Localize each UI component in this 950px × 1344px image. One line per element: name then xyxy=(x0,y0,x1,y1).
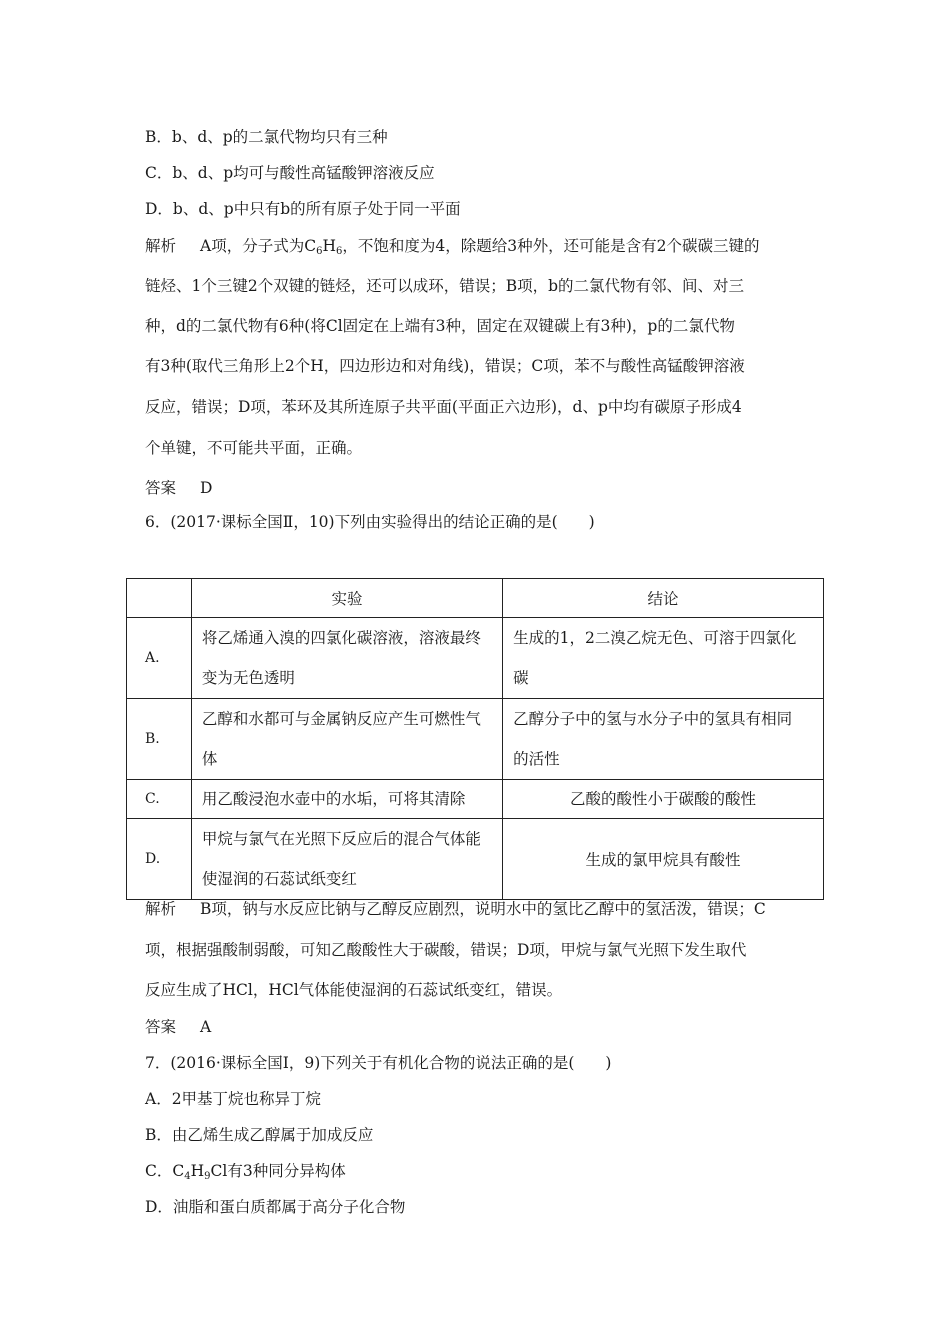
analysis-label: 解析 xyxy=(145,237,177,255)
analysis-1-line-3: 种，d的二氯代物有6种(将Cl固定在上端有3种，固定在双键碳上有3种)，p的二氯代物 xyxy=(145,317,735,335)
answer-1 xyxy=(145,478,212,498)
analysis-1-line-4: 有3种(取代三角形上2个H，四边形边和对角线)，错误；C项，苯不与酸性高锰酸钾溶液 xyxy=(145,357,745,375)
row-label: C. xyxy=(127,780,192,819)
q7-option-a: A．2甲基丁烷也称异丁烷 xyxy=(145,1090,322,1108)
subscript: 4 xyxy=(184,1171,191,1182)
option-text: C．C xyxy=(145,1162,185,1180)
cell-line: 使湿润的石蕊试纸变红 xyxy=(201,870,357,888)
question-7-stem: 7．(2016·课标全国Ⅰ，9)下列关于有机化合物的说法正确的是( ) xyxy=(145,1054,612,1072)
row-experiment xyxy=(191,699,502,780)
option-text: H xyxy=(190,1162,205,1180)
row-conclusion xyxy=(503,780,824,819)
cell-line: 将乙烯通入溴的四氯化碳溶液，溶液最终 xyxy=(201,629,481,647)
cell-line: 生成的氯甲烷具有酸性 xyxy=(585,851,741,869)
q7-option-b: B．由乙烯生成乙醇属于加成反应 xyxy=(145,1126,374,1144)
analysis-2-line-2: 项，根据强酸制弱酸，可知乙酸酸性大于碳酸，错误；D项，甲烷与氯气光照下发生取代 xyxy=(145,941,747,959)
subscript: 6 xyxy=(335,246,343,257)
option-c: C．b、d、p均可与酸性高锰酸钾溶液反应 xyxy=(145,164,435,182)
experiment-table xyxy=(126,578,824,900)
q7-option-c xyxy=(145,1161,346,1187)
answer-label: 答案 xyxy=(145,479,177,497)
row-label: A. xyxy=(127,618,192,699)
cell-line: 生成的1，2二溴乙烷无色、可溶于四氯化 xyxy=(513,629,797,647)
analysis-text: A项，分子式为C xyxy=(200,237,317,255)
row-conclusion xyxy=(503,699,824,780)
table-row xyxy=(127,618,824,699)
cell-line: 乙醇分子中的氢与水分子中的氢具有相同 xyxy=(513,710,793,728)
analysis-text: H xyxy=(322,237,336,255)
table-row xyxy=(127,699,824,780)
subscript: 9 xyxy=(204,1171,211,1182)
row-experiment xyxy=(191,819,502,900)
table-row xyxy=(127,819,824,900)
q7-option-d: D．油脂和蛋白质都属于高分子化合物 xyxy=(145,1198,406,1216)
row-conclusion xyxy=(503,819,824,900)
table-row xyxy=(127,780,824,819)
analysis-1-line-1 xyxy=(145,236,759,262)
analysis-1-line-6: 个单键，不可能共平面，正确。 xyxy=(145,439,363,457)
analysis-text: B项，钠与水反应比钠与乙醇反应剧烈，说明水中的氢比乙醇中的氢活泼，错误；C xyxy=(200,900,766,918)
cell-line: 碳 xyxy=(513,669,529,687)
table-header-conclusion: 结论 xyxy=(503,579,824,618)
option-b: B．b、d、p的二氯代物均只有三种 xyxy=(145,128,388,146)
cell-line: 用乙酸浸泡水壶中的水垢，可将其清除 xyxy=(201,790,466,808)
table-header-row xyxy=(127,579,824,618)
option-text: Cl有3种同分异构体 xyxy=(210,1162,346,1180)
cell-line: 乙酸的酸性小于碳酸的酸性 xyxy=(570,790,757,808)
table-header-experiment: 实验 xyxy=(191,579,502,618)
question-6-stem: 6．(2017·课标全国Ⅱ，10)下列由实验得出的结论正确的是( ) xyxy=(145,513,595,531)
subscript: 6 xyxy=(316,246,323,257)
answer-label: 答案 xyxy=(145,1018,177,1036)
option-d: D．b、d、p中只有b的所有原子处于同一平面 xyxy=(145,200,461,218)
table-header-blank xyxy=(127,579,192,618)
analysis-1-line-5: 反应，错误；D项，苯环及其所连原子共平面(平面正六边形)，d、p中均有碳原子形成4 xyxy=(145,398,742,416)
answer-value: D xyxy=(200,479,213,497)
row-experiment xyxy=(191,780,502,819)
analysis-label: 解析 xyxy=(145,900,177,918)
row-experiment xyxy=(191,618,502,699)
row-conclusion xyxy=(503,618,824,699)
row-label: B. xyxy=(127,699,192,780)
cell-line: 变为无色透明 xyxy=(201,669,295,687)
cell-line: 的活性 xyxy=(513,750,560,768)
cell-line: 甲烷与氯气在光照下反应后的混合气体能 xyxy=(201,830,481,848)
analysis-text: ，不饱和度为4，除题给3种外，还可能是含有2个碳碳三键的 xyxy=(342,237,760,255)
cell-line: 体 xyxy=(201,750,218,768)
answer-2 xyxy=(145,1017,211,1037)
row-label: D. xyxy=(127,819,192,900)
analysis-2-line-1 xyxy=(145,899,766,919)
analysis-1-line-2: 链烃、1个三键2个双键的链烃，还可以成环，错误；B项，b的二氯代物有邻、间、对三 xyxy=(145,277,745,295)
analysis-2-line-3: 反应生成了HCl，HCl气体能使湿润的石蕊试纸变红，错误。 xyxy=(145,981,563,999)
answer-value: A xyxy=(200,1018,212,1036)
cell-line: 乙醇和水都可与金属钠反应产生可燃性气 xyxy=(201,710,481,728)
